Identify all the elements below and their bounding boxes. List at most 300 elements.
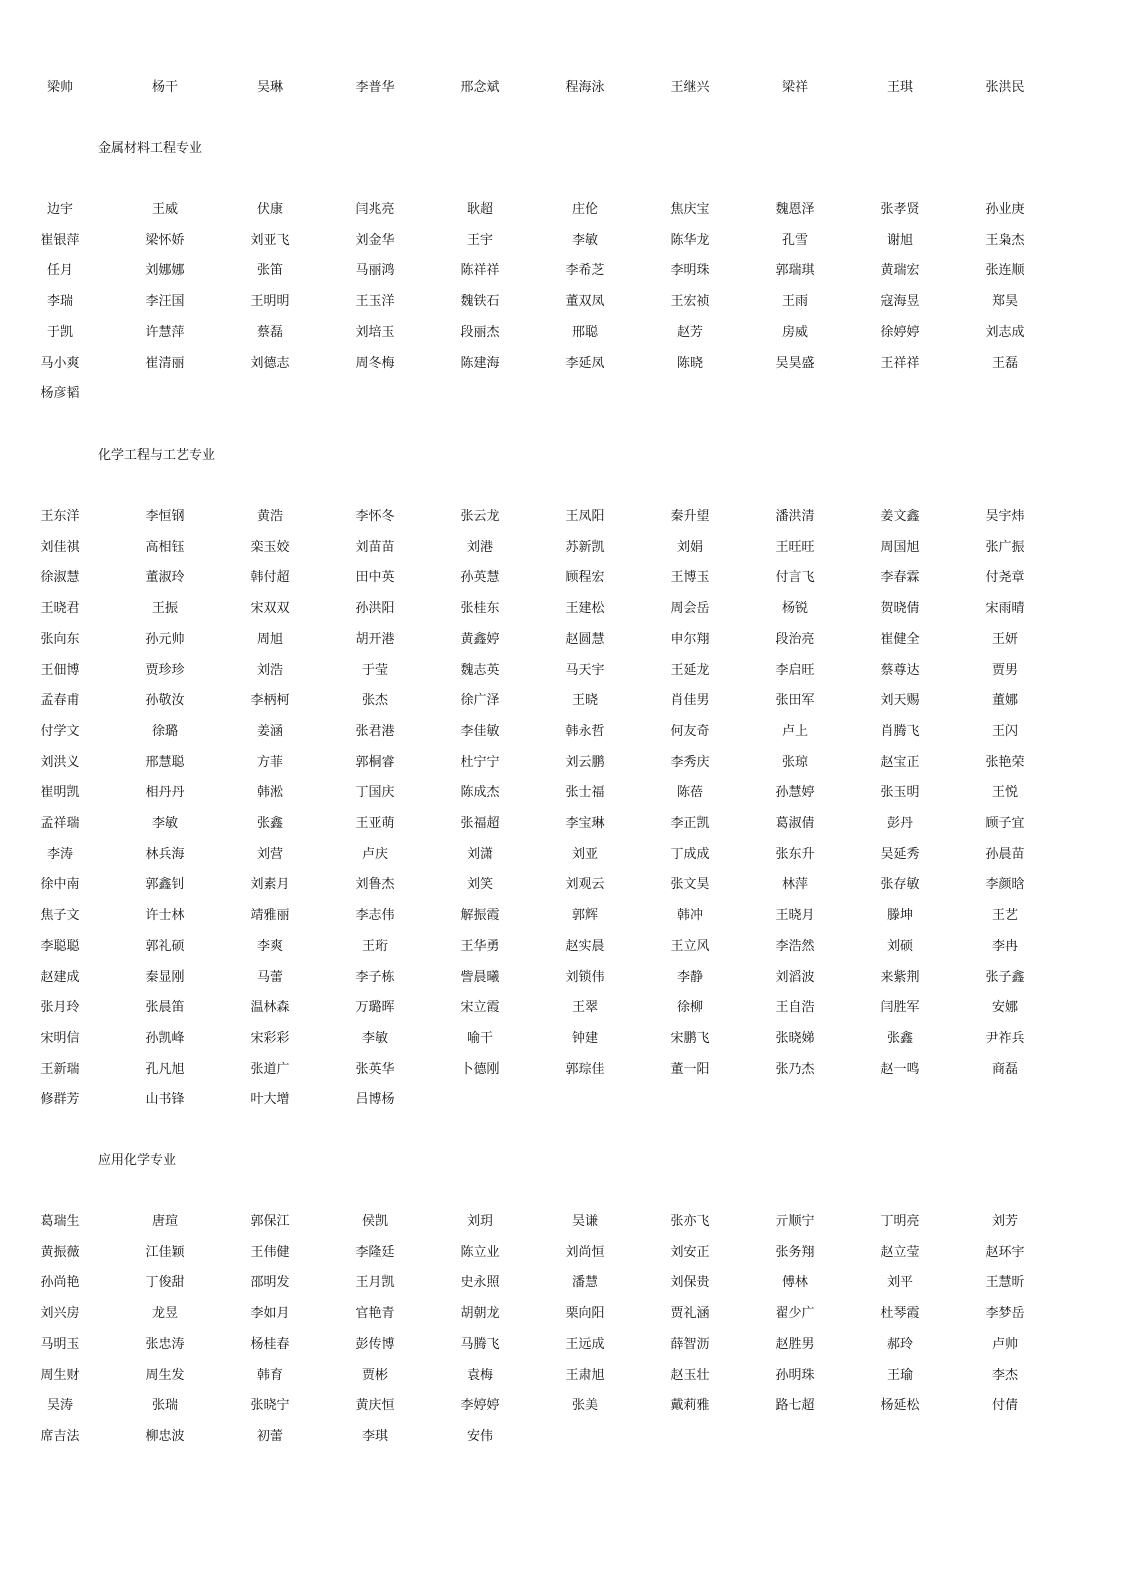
student-name: 申尔翔 <box>670 631 710 647</box>
student-name: 李敏 <box>151 816 178 831</box>
student-name: 陈蓓 <box>676 785 703 801</box>
student-name: 张亦飞 <box>670 1214 710 1229</box>
student-name: 贾礼涵 <box>670 1306 710 1322</box>
student-name: 边宇 <box>46 202 73 217</box>
student-name: 丁成成 <box>670 846 710 862</box>
student-name: 薛智沥 <box>670 1336 710 1352</box>
student-name: 李聪聪 <box>40 938 80 954</box>
student-name: 张田军 <box>775 693 815 709</box>
student-name: 姜涵 <box>256 723 283 739</box>
student-name: 李佳敏 <box>460 723 500 739</box>
student-name: 林兵海 <box>145 846 185 862</box>
student-name: 李如月 <box>250 1306 290 1322</box>
student-name: 张东升 <box>775 846 815 862</box>
student-name: 张君港 <box>355 723 395 739</box>
student-name: 孔凡旭 <box>145 1061 185 1077</box>
student-name: 王建松 <box>565 601 605 617</box>
student-name: 胡朝龙 <box>460 1306 500 1322</box>
student-name: 葛瑞生 <box>40 1214 80 1229</box>
student-name: 邢慧聪 <box>145 754 185 770</box>
student-name: 王翠 <box>571 1000 598 1016</box>
student-name: 蔡磊 <box>256 324 283 340</box>
student-name: 王磊 <box>991 355 1018 371</box>
student-name: 山书锋 <box>145 1092 185 1108</box>
student-name: 顾子宜 <box>985 816 1025 831</box>
student-name: 袁梅 <box>466 1367 493 1383</box>
student-name: 吴谦 <box>571 1214 598 1229</box>
student-name: 马明玉 <box>40 1336 80 1352</box>
student-name: 刘尚恒 <box>565 1244 605 1260</box>
student-name: 杨干 <box>151 80 178 95</box>
student-name: 潘慧 <box>571 1275 598 1291</box>
student-name: 陈建海 <box>460 355 500 371</box>
student-name: 郭琮佳 <box>565 1061 605 1077</box>
student-name: 黄鑫婷 <box>460 631 500 647</box>
student-name: 宋立霞 <box>460 1000 500 1016</box>
student-name: 滕坤 <box>886 908 913 924</box>
student-name: 王珩 <box>361 938 388 954</box>
student-name: 刘娜娜 <box>145 263 185 279</box>
student-name: 王祥祥 <box>880 355 920 371</box>
student-name: 郭辉 <box>571 908 598 924</box>
student-name: 伏康 <box>256 202 283 217</box>
student-name: 王凤阳 <box>565 509 605 524</box>
student-name: 刘滔波 <box>775 969 815 985</box>
student-name: 马小爽 <box>40 355 80 371</box>
student-name: 吴昊盛 <box>775 355 815 371</box>
student-name: 王晓君 <box>40 601 80 617</box>
student-name: 王晓月 <box>775 908 815 924</box>
student-name: 刘志成 <box>985 324 1025 340</box>
student-name: 王博玉 <box>670 570 710 586</box>
student-name: 卢帅 <box>991 1336 1018 1352</box>
student-name: 李宝琳 <box>565 816 605 831</box>
student-name: 赵建成 <box>40 969 80 985</box>
student-name: 郭瑞琪 <box>775 263 815 279</box>
student-name: 初蕾 <box>256 1428 283 1444</box>
student-name: 刘亚 <box>571 846 598 862</box>
student-name: 刘娟 <box>676 539 703 555</box>
student-name: 黄浩 <box>256 509 283 524</box>
student-name: 刘云鹏 <box>565 754 605 770</box>
student-name: 李子栋 <box>355 969 395 985</box>
student-name: 周冬梅 <box>355 355 395 371</box>
student-name: 高相钰 <box>145 539 185 555</box>
student-name: 程海泳 <box>565 80 605 95</box>
student-name: 邵明发 <box>250 1275 290 1291</box>
student-name: 马天宇 <box>565 662 605 678</box>
student-name: 吴延秀 <box>880 846 920 862</box>
student-name: 段丽杰 <box>460 324 500 340</box>
student-name: 韩育 <box>256 1367 283 1383</box>
student-name: 王妍 <box>991 631 1018 647</box>
student-name: 钟建 <box>571 1030 598 1046</box>
student-name: 耿超 <box>466 202 493 217</box>
student-name: 孙敬汝 <box>145 693 185 709</box>
student-name: 龙昱 <box>151 1306 178 1322</box>
student-name: 周国旭 <box>880 539 920 555</box>
student-name: 傅林 <box>781 1275 808 1291</box>
student-name: 贾彬 <box>361 1367 388 1383</box>
student-name: 官艳青 <box>355 1306 395 1322</box>
student-name: 任月 <box>46 263 73 279</box>
student-name: 杨锐 <box>781 601 808 617</box>
student-name: 崔明凯 <box>40 785 80 801</box>
student-name: 董双凤 <box>565 294 605 310</box>
section-title: 应用化学专业 <box>98 1153 177 1168</box>
student-name: 谢旭 <box>886 232 913 248</box>
student-name: 王亚萌 <box>355 816 395 831</box>
student-name: 许慧萍 <box>145 324 185 340</box>
student-name: 周生发 <box>145 1367 185 1383</box>
student-name: 魏铁石 <box>460 294 500 310</box>
student-name: 尹祚兵 <box>985 1030 1025 1046</box>
student-name: 唐瑄 <box>151 1214 178 1229</box>
student-name: 王华勇 <box>460 938 500 954</box>
student-name: 陈华龙 <box>670 232 710 248</box>
student-name: 郑昊 <box>991 294 1018 310</box>
student-name: 李恒钢 <box>145 509 185 524</box>
student-name: 李普华 <box>355 80 395 95</box>
student-name: 张忠涛 <box>145 1336 185 1352</box>
student-name: 刘平 <box>886 1275 913 1291</box>
student-name: 陈成杰 <box>460 785 500 801</box>
student-name: 王延龙 <box>670 662 710 678</box>
student-name: 宋彩彩 <box>250 1030 290 1046</box>
student-name: 李琪 <box>361 1428 388 1444</box>
student-name: 张月玲 <box>40 1000 80 1016</box>
student-name: 彭丹 <box>886 816 913 831</box>
student-name: 马蕾 <box>256 969 283 985</box>
student-name: 梁怀娇 <box>145 232 185 248</box>
student-name: 徐璐 <box>151 723 178 739</box>
student-name: 万璐晖 <box>355 1000 395 1016</box>
student-name: 丁国庆 <box>355 785 395 801</box>
student-name: 黄庆恒 <box>355 1398 395 1414</box>
student-name: 寇海昱 <box>880 294 920 310</box>
student-name: 张杰 <box>361 693 388 709</box>
student-name: 刘保贵 <box>670 1275 710 1291</box>
student-name: 孙凯峰 <box>145 1030 185 1046</box>
student-name: 孙明珠 <box>775 1367 815 1383</box>
student-name: 李启旺 <box>775 662 815 678</box>
student-name: 林萍 <box>781 877 808 893</box>
student-name: 赵玉壮 <box>670 1367 710 1383</box>
student-name: 李春霖 <box>880 570 920 586</box>
student-name: 张艳荣 <box>985 754 1025 770</box>
student-name: 郭保江 <box>250 1214 290 1229</box>
student-name: 宋鹏飞 <box>670 1030 710 1046</box>
student-name: 张福超 <box>460 816 500 831</box>
student-name: 徐广泽 <box>460 693 500 709</box>
student-name: 赵立莹 <box>880 1244 920 1260</box>
student-name: 张鑫 <box>886 1030 913 1046</box>
student-name: 张洪民 <box>985 80 1025 95</box>
student-name: 崔健全 <box>880 631 920 647</box>
student-name: 路七超 <box>775 1398 815 1414</box>
student-name: 杜琴霞 <box>880 1306 920 1322</box>
student-name: 訾晨曦 <box>460 969 500 985</box>
student-name: 刘亚飞 <box>250 232 290 248</box>
student-name: 喻干 <box>466 1030 493 1046</box>
student-name: 韩冲 <box>676 908 703 924</box>
student-name: 王肃旭 <box>565 1367 605 1383</box>
student-name: 邢念斌 <box>460 80 500 95</box>
student-name: 陈立业 <box>460 1244 500 1260</box>
student-name: 刘硕 <box>886 938 913 954</box>
student-name: 靖雅丽 <box>250 908 290 924</box>
student-name: 王自浩 <box>775 1000 815 1016</box>
student-name: 王雨 <box>781 294 808 310</box>
student-name: 温林森 <box>250 1000 290 1016</box>
student-name: 栗向阳 <box>565 1306 605 1322</box>
student-name: 刘营 <box>256 846 283 862</box>
student-name: 刘兴房 <box>40 1306 80 1322</box>
student-name: 李梦岳 <box>985 1306 1025 1322</box>
student-name: 黄振薇 <box>40 1244 80 1260</box>
student-name: 苏新凯 <box>565 539 605 555</box>
student-name: 韩淞 <box>256 785 283 801</box>
student-name: 潘洪清 <box>775 509 815 524</box>
student-name: 宋雨晴 <box>985 601 1025 617</box>
student-name: 李爽 <box>256 938 283 954</box>
student-name: 张瑞 <box>151 1398 178 1414</box>
student-name: 马丽鸿 <box>355 263 395 279</box>
student-name: 王继兴 <box>670 80 710 95</box>
student-name: 李怀冬 <box>355 509 395 524</box>
student-name: 卢上 <box>781 723 808 739</box>
student-name: 徐中南 <box>40 877 80 893</box>
section-title: 化学工程与工艺专业 <box>98 448 216 463</box>
student-name: 李隆廷 <box>355 1244 395 1260</box>
student-name: 刘金华 <box>355 232 395 248</box>
student-name: 王宏祯 <box>670 294 710 310</box>
student-name: 李汪国 <box>145 294 185 310</box>
student-name: 魏志英 <box>460 662 500 678</box>
student-name: 段治亮 <box>775 631 815 647</box>
student-name: 商磊 <box>991 1061 1018 1077</box>
student-name: 胡开港 <box>355 631 395 647</box>
student-name: 王晓 <box>571 693 598 709</box>
student-name: 庄伦 <box>571 202 598 217</box>
student-name: 贺晓倩 <box>880 601 920 617</box>
student-name: 梁帅 <box>46 80 73 95</box>
student-name: 刘观云 <box>565 877 605 893</box>
student-name: 王明明 <box>250 294 290 310</box>
student-name: 刘锁伟 <box>565 969 605 985</box>
student-name: 方菲 <box>256 754 283 770</box>
student-name: 陈晓 <box>676 355 703 371</box>
student-name: 相丹丹 <box>145 785 185 801</box>
student-name: 杨彦韬 <box>40 386 80 402</box>
student-name: 张向东 <box>40 631 80 647</box>
student-name: 刘德志 <box>250 355 290 371</box>
student-name: 王远成 <box>565 1336 605 1352</box>
student-name: 修群芳 <box>40 1092 80 1108</box>
student-name: 卢庆 <box>361 846 388 862</box>
student-name: 贾珍珍 <box>145 662 185 678</box>
student-name: 李希芝 <box>565 263 605 279</box>
student-name: 郭礼硕 <box>145 938 185 954</box>
student-name: 赵环宇 <box>985 1244 1025 1260</box>
student-name: 王伟健 <box>250 1244 290 1260</box>
student-name: 郭桐睿 <box>355 754 395 770</box>
student-name: 秦升望 <box>670 509 710 524</box>
student-name: 王枭杰 <box>985 232 1025 248</box>
student-name: 张玉明 <box>880 785 920 801</box>
student-name: 刘浩 <box>256 662 283 678</box>
student-name: 张云龙 <box>460 509 500 524</box>
student-name: 彭传博 <box>355 1336 395 1352</box>
student-name: 马腾飞 <box>460 1336 500 1352</box>
student-name: 韩永哲 <box>565 723 605 739</box>
student-name: 王琪 <box>886 80 913 95</box>
student-name: 李敏 <box>571 232 598 248</box>
student-name: 王瑜 <box>886 1367 913 1383</box>
student-name: 侯凯 <box>361 1214 388 1229</box>
student-name: 王立风 <box>670 938 710 954</box>
student-name: 孟春甫 <box>40 693 80 709</box>
student-name: 周生财 <box>40 1367 80 1383</box>
student-name: 韩付超 <box>250 570 290 586</box>
student-name: 席吉法 <box>40 1428 80 1444</box>
student-name: 梁祥 <box>781 80 808 95</box>
student-name: 安娜 <box>991 1000 1018 1016</box>
student-name: 张晓宁 <box>250 1398 290 1414</box>
student-name: 焦庆宝 <box>670 202 710 217</box>
student-name: 张美 <box>571 1398 598 1414</box>
student-name: 魏恩泽 <box>775 202 815 217</box>
student-name: 郝玲 <box>886 1336 913 1352</box>
student-name: 肖佳男 <box>670 693 710 709</box>
student-name: 王佃博 <box>40 662 80 678</box>
student-name: 张琼 <box>781 754 808 770</box>
student-name: 张道广 <box>250 1061 290 1077</box>
student-name: 刘苗苗 <box>355 539 395 555</box>
student-name: 付学文 <box>40 723 80 739</box>
student-name: 张晓娣 <box>775 1030 815 1046</box>
student-name: 董一阳 <box>670 1061 710 1077</box>
student-name: 肖腾飞 <box>880 723 920 739</box>
student-name: 姜文鑫 <box>880 509 920 524</box>
student-name: 李秀庆 <box>670 754 710 770</box>
student-name: 吴琳 <box>256 80 283 95</box>
student-name: 顾程宏 <box>565 570 605 586</box>
student-name: 赵胜男 <box>775 1336 815 1352</box>
student-name: 孙英慧 <box>460 570 500 586</box>
student-name: 史永照 <box>460 1275 500 1291</box>
student-name: 李颜晗 <box>985 877 1025 893</box>
student-name: 杨桂春 <box>250 1336 290 1352</box>
student-name: 董娜 <box>991 693 1018 709</box>
student-name: 孙洪阳 <box>355 601 395 617</box>
student-name: 杜宁宁 <box>460 754 500 770</box>
student-name: 周旭 <box>256 631 283 647</box>
student-name: 刘港 <box>466 539 493 555</box>
student-name: 房威 <box>781 324 808 340</box>
student-name: 焦子文 <box>40 908 80 924</box>
student-name: 戴莉雅 <box>670 1398 710 1414</box>
student-name: 田中英 <box>355 570 395 586</box>
student-name: 王威 <box>151 202 178 217</box>
student-name: 丁俊甜 <box>145 1275 185 1291</box>
student-name: 李明珠 <box>670 263 710 279</box>
student-name: 张存敏 <box>880 877 920 893</box>
student-name: 王闪 <box>991 723 1018 739</box>
student-name: 王悦 <box>991 785 1018 801</box>
student-name: 郭鑫钊 <box>145 877 185 893</box>
student-name: 张桂东 <box>460 601 500 617</box>
student-name: 孙慧婷 <box>775 785 815 801</box>
student-name: 刘笑 <box>466 877 493 893</box>
student-name: 何友奇 <box>670 723 710 739</box>
student-name: 吴宇炜 <box>985 509 1025 524</box>
student-name: 刘培玉 <box>355 324 395 340</box>
student-name: 刘芳 <box>991 1214 1018 1229</box>
student-name: 安伟 <box>466 1428 493 1444</box>
student-name: 张士福 <box>565 785 605 801</box>
student-name: 徐淑慧 <box>40 570 80 586</box>
student-name: 张子鑫 <box>985 969 1025 985</box>
student-name: 董淑玲 <box>145 570 185 586</box>
student-name: 张晨笛 <box>145 1000 185 1016</box>
student-name: 王月凯 <box>355 1275 395 1291</box>
student-name: 李静 <box>676 969 703 985</box>
student-name: 付言飞 <box>775 570 815 586</box>
student-name: 张笛 <box>256 263 283 279</box>
student-name: 孙尚艳 <box>40 1275 80 1291</box>
student-name: 刘天赐 <box>880 693 920 709</box>
student-name: 秦显刚 <box>145 969 185 985</box>
student-name: 刘洪义 <box>40 754 80 770</box>
student-name: 李冉 <box>991 938 1018 954</box>
student-name: 孙业庚 <box>985 202 1025 217</box>
student-name: 来紫荆 <box>880 969 920 985</box>
student-name: 亓顺宁 <box>775 1214 815 1229</box>
student-name: 李志伟 <box>355 908 395 924</box>
student-name: 张务翔 <box>775 1244 815 1260</box>
student-name: 王宇 <box>466 232 493 248</box>
student-name: 孙元帅 <box>145 631 185 647</box>
student-name: 张文昊 <box>670 877 710 893</box>
student-name: 崔银萍 <box>40 232 80 248</box>
student-name: 江佳颖 <box>145 1244 185 1260</box>
student-name: 张鑫 <box>256 816 283 831</box>
student-name: 李正凯 <box>670 816 710 831</box>
student-name: 王慧昕 <box>985 1275 1025 1291</box>
student-name: 吕博杨 <box>355 1092 395 1108</box>
student-name: 邢聪 <box>571 324 598 340</box>
student-name: 吴涛 <box>46 1398 73 1414</box>
student-name: 蔡尊达 <box>880 662 920 678</box>
student-name: 卜德刚 <box>460 1061 500 1077</box>
student-name: 周会岳 <box>670 601 710 617</box>
student-name: 张乃杰 <box>775 1061 815 1077</box>
student-name: 黄瑞宏 <box>880 263 920 279</box>
student-name: 李浩然 <box>775 938 815 954</box>
student-name: 李瑞 <box>46 294 73 310</box>
student-name: 陈祥祥 <box>460 263 500 279</box>
student-name: 闫兆亮 <box>355 202 395 217</box>
student-name: 崔清丽 <box>145 355 185 371</box>
student-name: 赵实晨 <box>565 938 605 954</box>
student-name: 贾男 <box>991 662 1018 678</box>
student-name: 李柄柯 <box>250 693 290 709</box>
student-name: 解振霞 <box>460 908 500 924</box>
section-title: 金属材料工程专业 <box>98 141 203 156</box>
student-name: 王玉洋 <box>355 294 395 310</box>
student-name: 徐婷婷 <box>880 324 920 340</box>
